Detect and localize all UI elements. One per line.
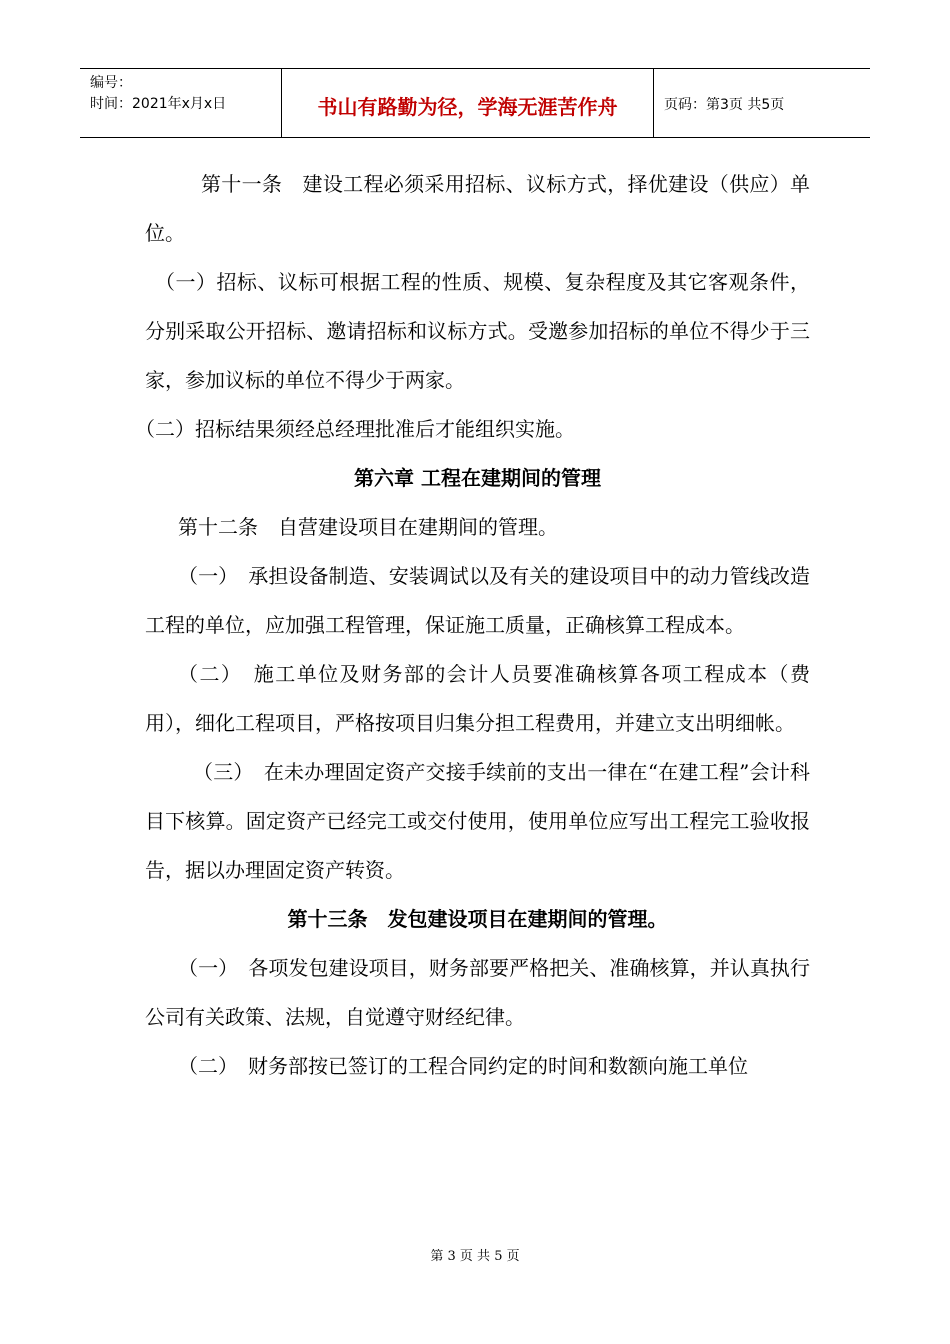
- article-13-item-2: （二） 财务部按已签订的工程合同约定的时间和数额向施工单位: [178, 1054, 748, 1078]
- article-12-item-1: （一） 承担设备制造、安装调试以及有关的建设项目中的动力管线改造工程的单位，应加强工程管理，保证施工质量，正确核算工程成本。: [145, 564, 810, 637]
- document-date: 时间：2021年x月x日: [90, 96, 227, 112]
- page-header: [80, 68, 870, 138]
- article-11: 第十一条 建设工程必须采用招标、议标方式，择优建设（供应）单位。: [145, 172, 810, 245]
- document-body: [135, 160, 810, 1091]
- page-footer: 第 3 页 共 5 页: [430, 1249, 520, 1264]
- article-12-item-2: （二） 施工单位及财务部的会计人员要准确核算各项工程成本（费用），细化工程项目，严格按项目归集分担工程费用，并建立支出明细帐。: [145, 662, 810, 735]
- article-13-heading: 第十三条 发包建设项目在建期间的管理。: [287, 907, 668, 931]
- chapter-6-heading: 第六章 工程在建期间的管理: [354, 466, 601, 490]
- article-11-item-1: （一）招标、议标可根据工程的性质、规模、复杂程度及其它客观条件，分别采取公开招标、邀请招标和议标方式。受邀参加招标的单位不得少于三家，参加议标的单位不得少于两家。: [145, 270, 810, 392]
- article-13-item-1: （一） 各项发包建设项目，财务部要严格把关、准确核算，并认真执行公司有关政策、法规，自觉遵守财经纪律。: [145, 956, 810, 1029]
- header-meta: [80, 69, 282, 137]
- header-motto: 书山有路勤为径，学海无涯苦作舟: [282, 69, 654, 137]
- header-page-number: 页码：第3页 共5页: [664, 97, 785, 113]
- document-number-label: 编号：: [90, 75, 132, 91]
- article-11-item-2: （二）招标结果须经总经理批准后才能组织实施。: [135, 417, 575, 441]
- article-12-item-3: （三） 在未办理固定资产交接手续前的支出一律在“在建工程”会计科目下核算。固定资产已经完工或交付使用，使用单位应写出工程完工验收报告，据以办理固定资产转资。: [145, 760, 810, 882]
- article-12: 第十二条 自营建设项目在建期间的管理。: [178, 515, 558, 539]
